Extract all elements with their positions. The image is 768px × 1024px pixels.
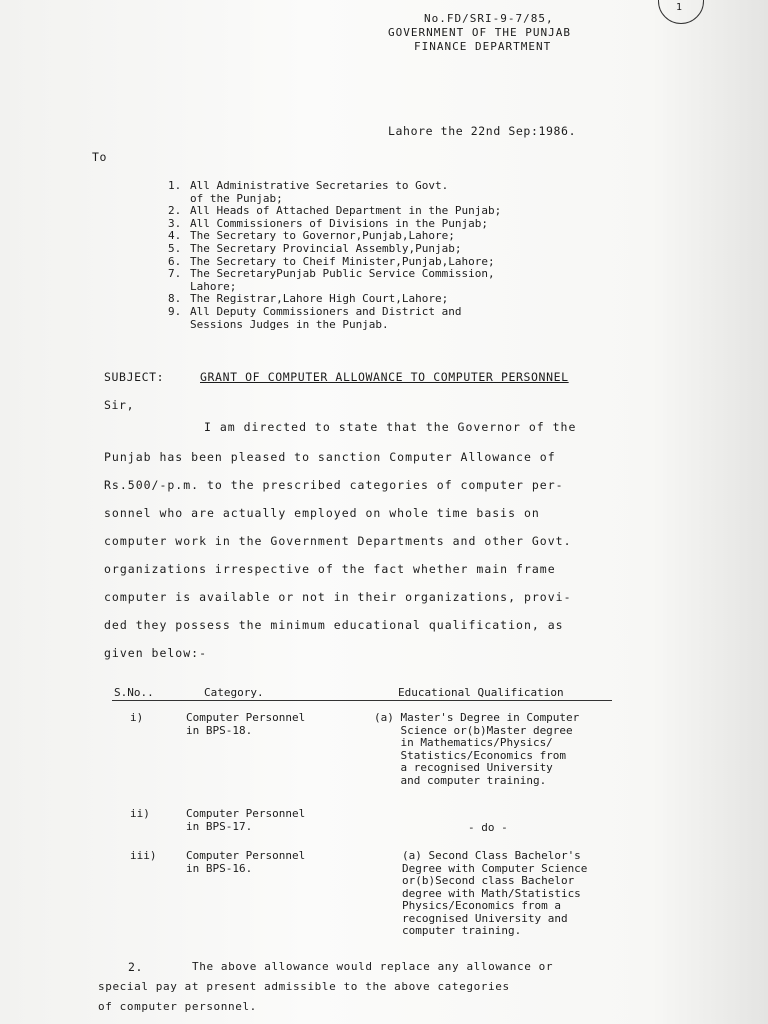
department-heading: FINANCE DEPARTMENT [414,40,552,53]
table-cell-sno: i) [130,711,144,724]
addressee-number: 3. [168,216,182,230]
addressee-number: 7. [168,267,182,281]
paragraph-line: sonnel who are actually employed on whole time basis on [104,506,540,520]
addressee-text: The Secretary to Governor,Punjab,Lahore; [190,229,455,243]
letter-date: Lahore the 22nd Sep:1986. [388,124,577,138]
addressee-number: 2. [168,204,182,218]
table-header-category: Category. [204,686,264,699]
table-cell-category: Computer Personnel in BPS-17. [186,807,306,833]
main-paragraph [104,420,624,660]
paragraph-line: computer work in the Government Departments and other Govt. [104,534,572,548]
addressee-text: All Heads of Attached Department in the Punjab; [190,204,502,218]
table-cell-qualification: (a) Master's Degree in Computer Science or(b)Master degree in Mathematics/Physics/ Statistics/Economics from a recognised University and computer training. [374,711,580,787]
paragraph-line: organizations irrespective of the fact whether main frame [104,562,556,576]
table-cell-qualification: - do - [468,821,508,834]
addressee-text: All Deputy Commissioners and District and [190,304,462,318]
table-cell-category: Computer Personnel in BPS-18. [186,711,306,737]
addressee-number: 8. [168,292,182,306]
addressee-number: 5. [168,241,182,255]
table-cell-qualification: (a) Second Class Bachelor's Degree with Computer Science or(b)Second class Bachelor degree with Math/Statistics Physics/Economics from a recognised University and computer training. [402,849,588,937]
table-cell-category: Computer Personnel in BPS-16. [186,849,306,875]
reference-number: No.FD/SRI-9-7/85, [424,12,554,25]
subject-text: GRANT OF COMPUTER ALLOWANCE TO COMPUTER PERSONNEL [200,370,569,384]
paragraph-line: Rs.500/-p.m. to the prescribed categories of computer per- [104,478,564,492]
salutation: Sir, [104,398,135,412]
paragraph-line: ded they possess the minimum educational qualification, as [104,618,564,632]
para2-number: 2. [128,960,144,974]
table-header-sno: S.No.. [114,686,154,699]
addressee-text: Lahore; [190,279,237,293]
addressee-text: All Administrative Secretaries to Govt. [190,179,449,192]
table-cell-sno: ii) [130,807,150,820]
to-label: To [92,150,108,164]
addressee-number: 1. [168,179,182,192]
addressee-text: Sessions Judges in the Punjab. [190,317,389,331]
government-heading: GOVERNMENT OF THE PUNJAB [388,26,571,39]
addressee-text: The Secretary Provincial Assembly,Punjab; [190,241,462,255]
paragraph-two [98,958,618,1018]
subject-label: SUBJECT: [104,370,165,384]
addressee-text: of the Punjab; [190,191,283,205]
page-number: 1 [675,2,682,13]
paragraph-two-line: special pay at present admissible to the above categories [98,980,510,993]
table-cell-sno: iii) [130,849,157,862]
paragraph-line: computer is available or not in their organizations, provi- [104,590,572,604]
addressee-number: 9. [168,304,182,318]
table-header-qualification: Educational Qualification [398,686,564,699]
paragraph-line: Punjab has been pleased to sanction Computer Allowance of [104,450,556,464]
addressee-text: The Registrar,Lahore High Court,Lahore; [190,292,449,306]
paragraph-line: I am directed to state that the Governor of the [204,420,577,434]
addressee-number: 6. [168,254,182,268]
paragraph-line: given below:- [104,646,208,660]
table-header-rule [112,700,612,701]
addressee-text: All Commissioners of Divisions in the Punjab; [190,216,489,230]
paragraph-two-line: of computer personnel. [98,1000,257,1013]
paragraph-two-line: The above allowance would replace any allowance or [192,960,554,973]
addressee-text: The Secretary to Cheif Minister,Punjab,Lahore; [190,254,495,268]
addressee-text: The SecretaryPunjab Public Service Commission, [190,267,495,281]
addressee-number: 4. [168,229,182,243]
